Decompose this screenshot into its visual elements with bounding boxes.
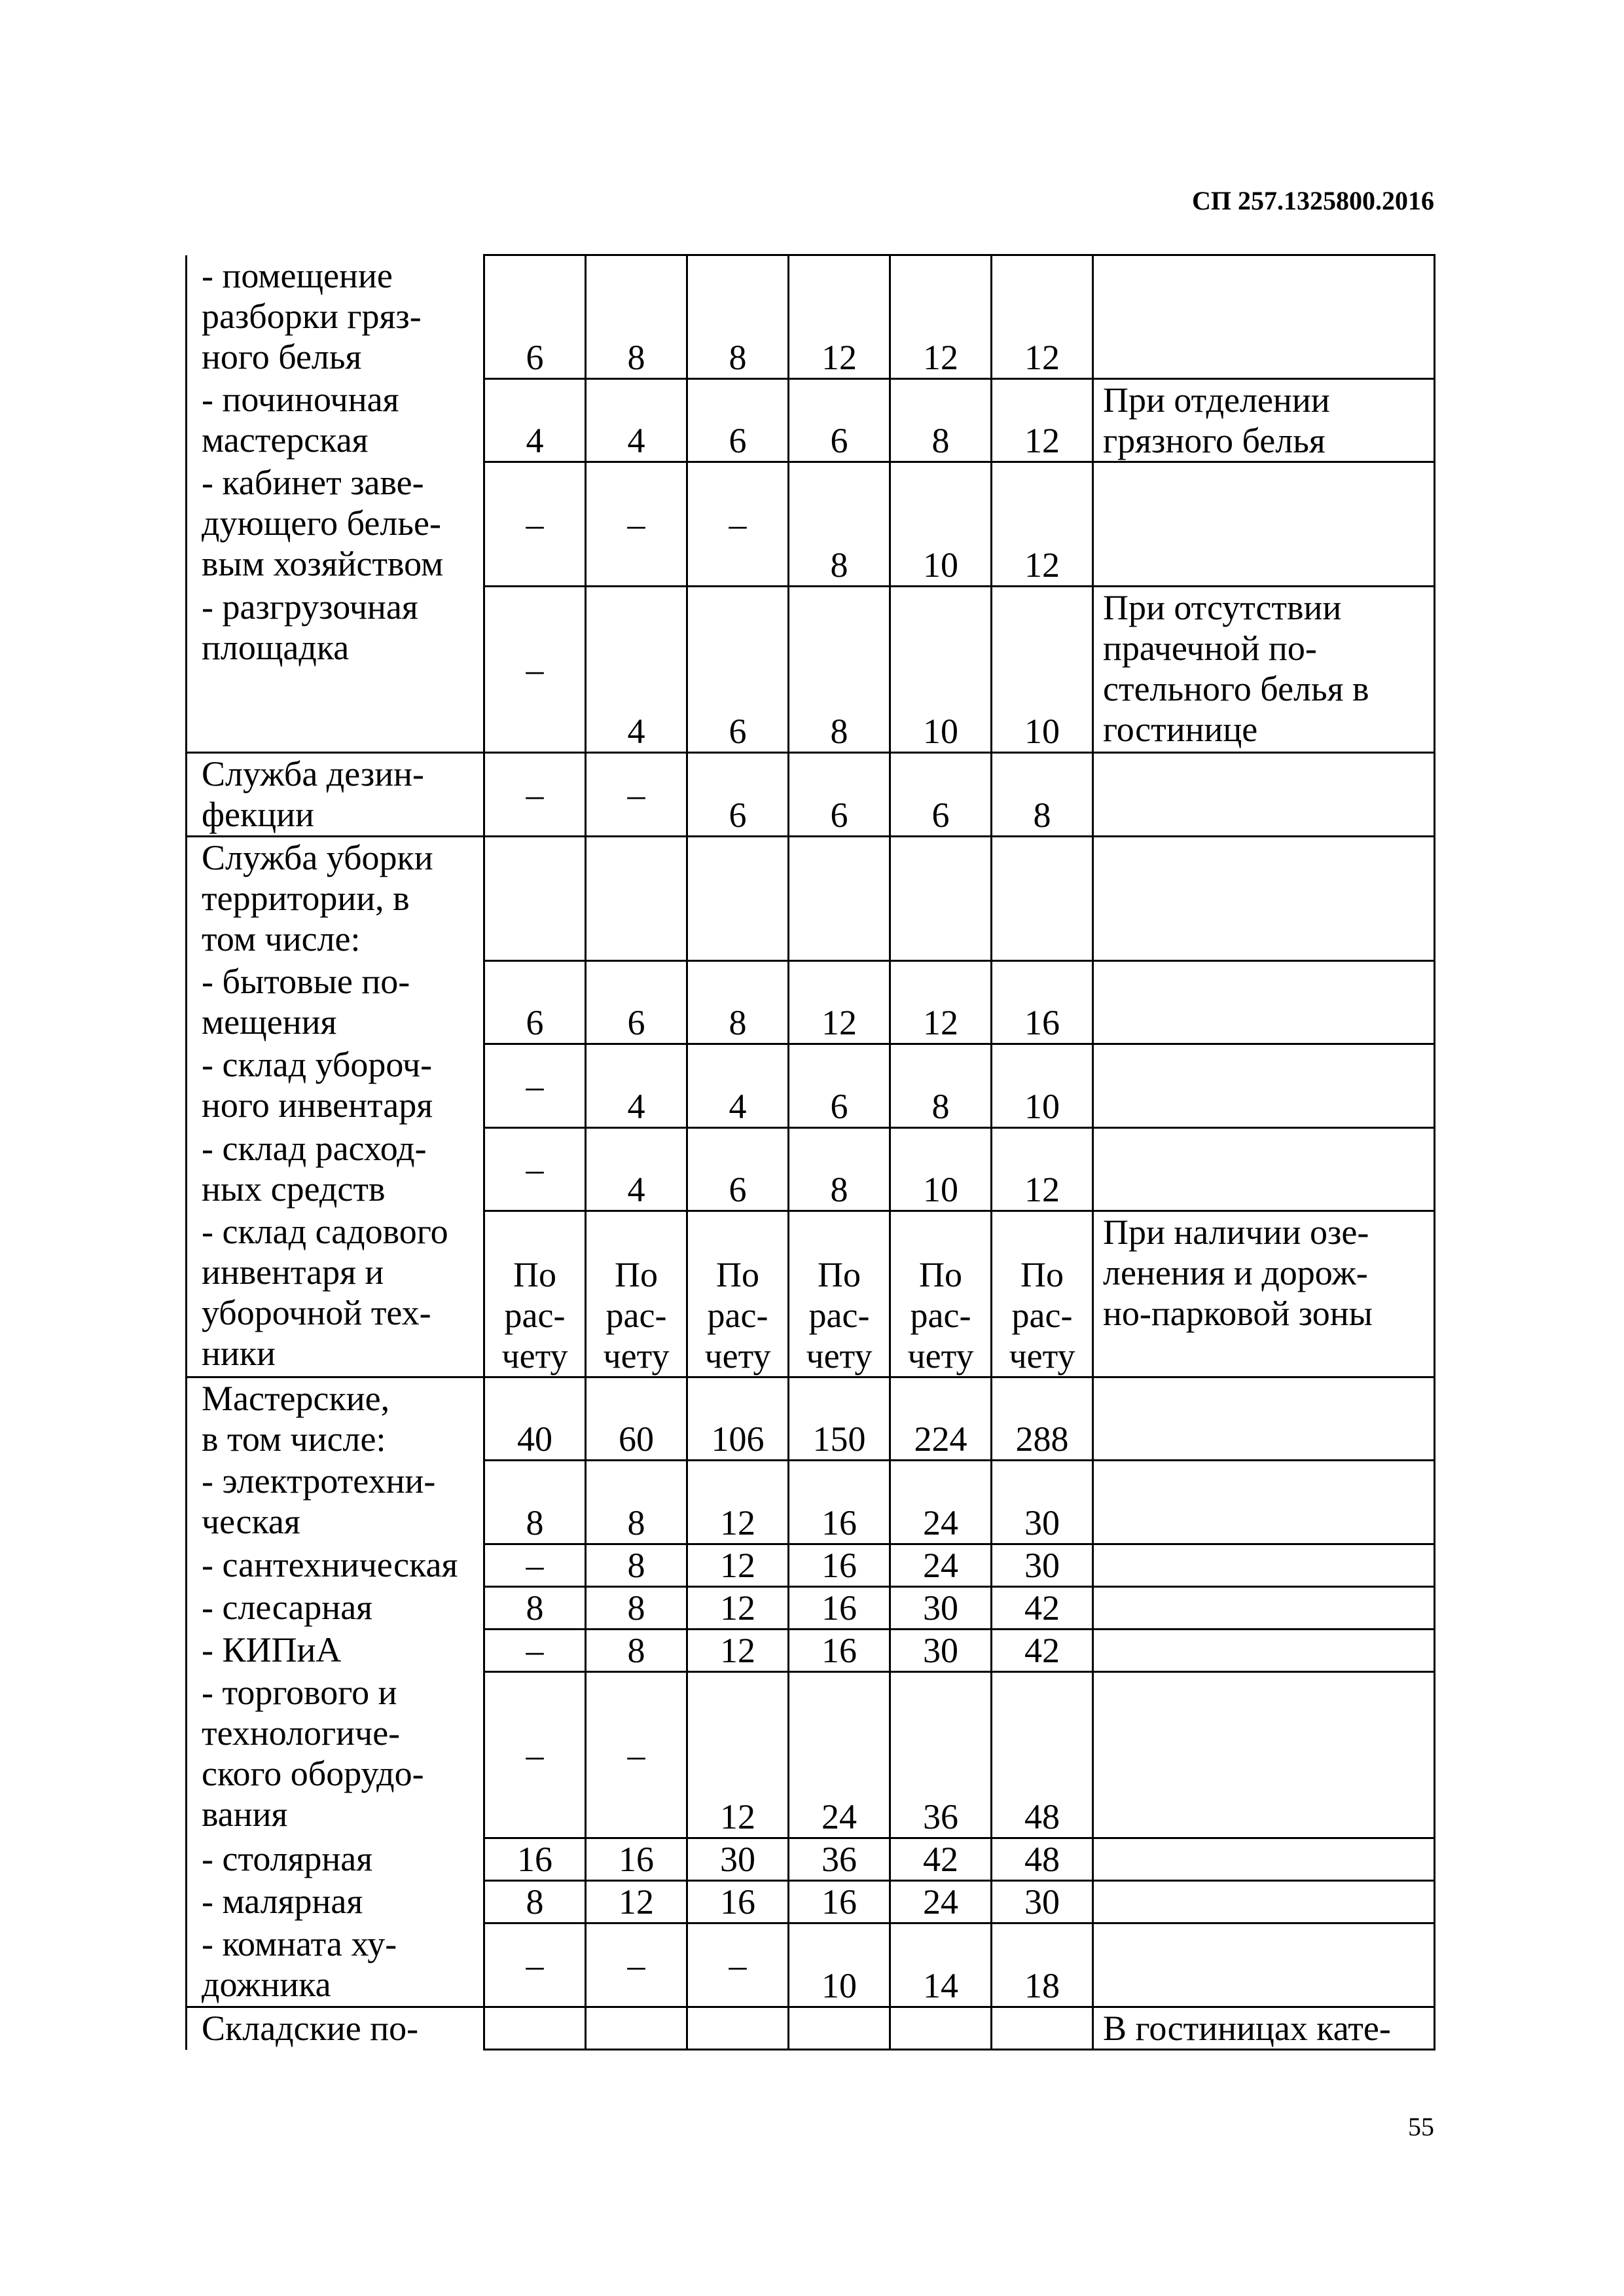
value-cell: 60 <box>586 1377 687 1461</box>
value-cell: 8 <box>586 1461 687 1544</box>
value-cell: 8 <box>484 1461 586 1544</box>
note-cell <box>1093 837 1435 961</box>
row-name-cell: - комната ху- дожника <box>187 1923 484 2007</box>
table-row <box>187 1044 1435 1128</box>
table-row <box>187 255 1435 379</box>
row-name-cell: - склад убороч- ного инвентаря <box>187 1044 484 1128</box>
value-cell: 12 <box>992 1128 1093 1211</box>
value-cell: 48 <box>992 1838 1093 1881</box>
value-cell: 16 <box>586 1838 687 1881</box>
value-cell: 8 <box>586 1630 687 1672</box>
note-cell: При наличии озе- ленения и дорож- но-парковой зоны <box>1093 1211 1435 1377</box>
page-number: 55 <box>1408 2112 1434 2141</box>
value-cell: 10 <box>992 1044 1093 1128</box>
value-cell: 16 <box>484 1838 586 1881</box>
value-cell: 10 <box>992 587 1093 753</box>
note-cell <box>1093 753 1435 837</box>
value-cell: 12 <box>789 255 890 379</box>
table-row <box>187 1211 1435 1377</box>
value-cell: – <box>484 1630 586 1672</box>
table-row <box>187 1881 1435 1923</box>
value-cell: 12 <box>992 255 1093 379</box>
table-row <box>187 1544 1435 1587</box>
value-cell: 6 <box>687 587 789 753</box>
value-cell: По рас- чету <box>586 1211 687 1377</box>
value-cell: 4 <box>687 1044 789 1128</box>
value-cell: 8 <box>789 1128 890 1211</box>
value-cell: 8 <box>687 255 789 379</box>
row-name-cell: - КИПиА <box>187 1630 484 1672</box>
value-cell: 30 <box>992 1881 1093 1923</box>
table-row <box>187 587 1435 753</box>
table-row <box>187 1630 1435 1672</box>
value-cell: 16 <box>687 1881 789 1923</box>
value-cell: 6 <box>890 753 992 837</box>
value-cell: 8 <box>890 379 992 462</box>
value-cell: 8 <box>586 1544 687 1587</box>
value-cell: 12 <box>890 961 992 1044</box>
value-cell: – <box>484 1044 586 1128</box>
row-name-cell: - торгового и технологиче- ского оборудо- вания <box>187 1672 484 1838</box>
note-cell <box>1093 1672 1435 1838</box>
row-name-cell: - сантехническая <box>187 1544 484 1587</box>
value-cell: 12 <box>687 1587 789 1630</box>
value-cell <box>484 2007 586 2050</box>
note-cell <box>1093 1630 1435 1672</box>
table-row <box>187 1587 1435 1630</box>
value-cell: 4 <box>484 379 586 462</box>
value-cell: 4 <box>586 379 687 462</box>
value-cell: 8 <box>586 1587 687 1630</box>
value-cell: 24 <box>890 1881 992 1923</box>
value-cell: 6 <box>789 1044 890 1128</box>
value-cell: По рас- чету <box>789 1211 890 1377</box>
table-row <box>187 961 1435 1044</box>
row-name-cell: - помещение разборки гряз- ного белья <box>187 255 484 379</box>
value-cell: 18 <box>992 1923 1093 2007</box>
value-cell: 6 <box>484 255 586 379</box>
value-cell <box>687 2007 789 2050</box>
value-cell: 42 <box>890 1838 992 1881</box>
row-name-cell: Мастерские, в том числе: <box>187 1377 484 1461</box>
note-cell <box>1093 1881 1435 1923</box>
value-cell: 16 <box>789 1544 890 1587</box>
value-cell <box>789 837 890 961</box>
value-cell: 8 <box>789 587 890 753</box>
value-cell: 10 <box>789 1923 890 2007</box>
value-cell: 8 <box>789 462 890 587</box>
note-cell <box>1093 1128 1435 1211</box>
value-cell: 6 <box>687 1128 789 1211</box>
value-cell <box>890 837 992 961</box>
row-name-cell: - малярная <box>187 1881 484 1923</box>
value-cell: 150 <box>789 1377 890 1461</box>
value-cell: 16 <box>789 1630 890 1672</box>
row-name-cell: - бытовые по- мещения <box>187 961 484 1044</box>
note-cell: При отделении грязного белья <box>1093 379 1435 462</box>
value-cell <box>586 2007 687 2050</box>
value-cell: 6 <box>789 753 890 837</box>
value-cell: 6 <box>687 753 789 837</box>
value-cell: 30 <box>992 1544 1093 1587</box>
value-cell: 8 <box>484 1587 586 1630</box>
value-cell: – <box>484 587 586 753</box>
value-cell: 12 <box>687 1461 789 1544</box>
note-cell <box>1093 1377 1435 1461</box>
value-cell: – <box>484 1128 586 1211</box>
value-cell <box>586 837 687 961</box>
value-cell: – <box>687 462 789 587</box>
value-cell: 8 <box>890 1044 992 1128</box>
value-cell: По рас- чету <box>992 1211 1093 1377</box>
value-cell <box>992 837 1093 961</box>
row-name-cell: - разгрузочная площадка <box>187 587 484 753</box>
value-cell: 8 <box>992 753 1093 837</box>
table-row <box>187 837 1435 961</box>
value-cell: 36 <box>890 1672 992 1838</box>
value-cell: – <box>484 753 586 837</box>
note-cell <box>1093 1838 1435 1881</box>
note-cell <box>1093 961 1435 1044</box>
value-cell: 30 <box>687 1838 789 1881</box>
value-cell: 8 <box>484 1881 586 1923</box>
value-cell: – <box>586 1923 687 2007</box>
value-cell <box>484 837 586 961</box>
value-cell: 30 <box>890 1630 992 1672</box>
value-cell: 48 <box>992 1672 1093 1838</box>
note-cell <box>1093 1544 1435 1587</box>
value-cell: 224 <box>890 1377 992 1461</box>
row-name-cell: - склад садового инвентаря и уборочной тех- ники <box>187 1211 484 1377</box>
note-cell <box>1093 255 1435 379</box>
row-name-cell: - слесарная <box>187 1587 484 1630</box>
table-row <box>187 1838 1435 1881</box>
requirements-table <box>185 254 1435 2050</box>
value-cell: – <box>687 1923 789 2007</box>
value-cell: 42 <box>992 1587 1093 1630</box>
value-cell: 6 <box>789 379 890 462</box>
value-cell: – <box>484 462 586 587</box>
row-name-cell: - кабинет заве- дующего белье- вым хозяйством <box>187 462 484 587</box>
value-cell: 6 <box>484 961 586 1044</box>
value-cell: 10 <box>890 587 992 753</box>
value-cell: 42 <box>992 1630 1093 1672</box>
value-cell: – <box>586 462 687 587</box>
row-name-cell: - починочная мастерская <box>187 379 484 462</box>
value-cell: 16 <box>992 961 1093 1044</box>
value-cell: По рас- чету <box>484 1211 586 1377</box>
note-cell: При отсутствии прачечной по- стельного белья в гостинице <box>1093 587 1435 753</box>
value-cell: 12 <box>687 1672 789 1838</box>
value-cell: 8 <box>586 255 687 379</box>
table-row <box>187 1672 1435 1838</box>
table-row <box>187 462 1435 587</box>
value-cell <box>687 837 789 961</box>
value-cell: 24 <box>890 1461 992 1544</box>
value-cell: 40 <box>484 1377 586 1461</box>
value-cell: 12 <box>890 255 992 379</box>
table-row <box>187 1461 1435 1544</box>
note-cell <box>1093 1923 1435 2007</box>
value-cell: По рас- чету <box>687 1211 789 1377</box>
page-header: СП 257.1325800.2016 <box>1192 186 1434 215</box>
note-cell <box>1093 462 1435 587</box>
value-cell: 12 <box>687 1630 789 1672</box>
value-cell: 6 <box>586 961 687 1044</box>
value-cell: 106 <box>687 1377 789 1461</box>
value-cell: 10 <box>890 1128 992 1211</box>
value-cell: 16 <box>789 1587 890 1630</box>
value-cell: 12 <box>992 379 1093 462</box>
table-row <box>187 2007 1435 2050</box>
value-cell: 10 <box>890 462 992 587</box>
table-row <box>187 753 1435 837</box>
value-cell: – <box>484 1544 586 1587</box>
value-cell: 24 <box>789 1672 890 1838</box>
value-cell: 8 <box>687 961 789 1044</box>
note-cell <box>1093 1461 1435 1544</box>
note-cell: В гостиницах кате- <box>1093 2007 1435 2050</box>
value-cell: – <box>586 753 687 837</box>
value-cell <box>992 2007 1093 2050</box>
value-cell: 30 <box>992 1461 1093 1544</box>
value-cell: 6 <box>687 379 789 462</box>
row-name-cell: Служба уборки территории, в том числе: <box>187 837 484 961</box>
row-name-cell: - столярная <box>187 1838 484 1881</box>
value-cell: 4 <box>586 587 687 753</box>
value-cell: 24 <box>890 1544 992 1587</box>
value-cell: – <box>586 1672 687 1838</box>
value-cell: 16 <box>789 1881 890 1923</box>
value-cell: 36 <box>789 1838 890 1881</box>
value-cell: По рас- чету <box>890 1211 992 1377</box>
table-row <box>187 1377 1435 1461</box>
value-cell: 288 <box>992 1377 1093 1461</box>
value-cell: 4 <box>586 1128 687 1211</box>
note-cell <box>1093 1044 1435 1128</box>
table-row <box>187 379 1435 462</box>
value-cell <box>789 2007 890 2050</box>
value-cell: 4 <box>586 1044 687 1128</box>
value-cell: 12 <box>687 1544 789 1587</box>
value-cell: 12 <box>789 961 890 1044</box>
value-cell <box>890 2007 992 2050</box>
value-cell: 30 <box>890 1587 992 1630</box>
value-cell: 14 <box>890 1923 992 2007</box>
value-cell: – <box>484 1672 586 1838</box>
value-cell: 12 <box>992 462 1093 587</box>
value-cell: 12 <box>586 1881 687 1923</box>
note-cell <box>1093 1587 1435 1630</box>
value-cell: – <box>484 1923 586 2007</box>
row-name-cell: Складские по- <box>187 2007 484 2050</box>
row-name-cell: - склад расход- ных средств <box>187 1128 484 1211</box>
row-name-cell: Служба дезин- фекции <box>187 753 484 837</box>
row-name-cell: - электротехни- ческая <box>187 1461 484 1544</box>
value-cell: 16 <box>789 1461 890 1544</box>
table-row <box>187 1923 1435 2007</box>
table-row <box>187 1128 1435 1211</box>
